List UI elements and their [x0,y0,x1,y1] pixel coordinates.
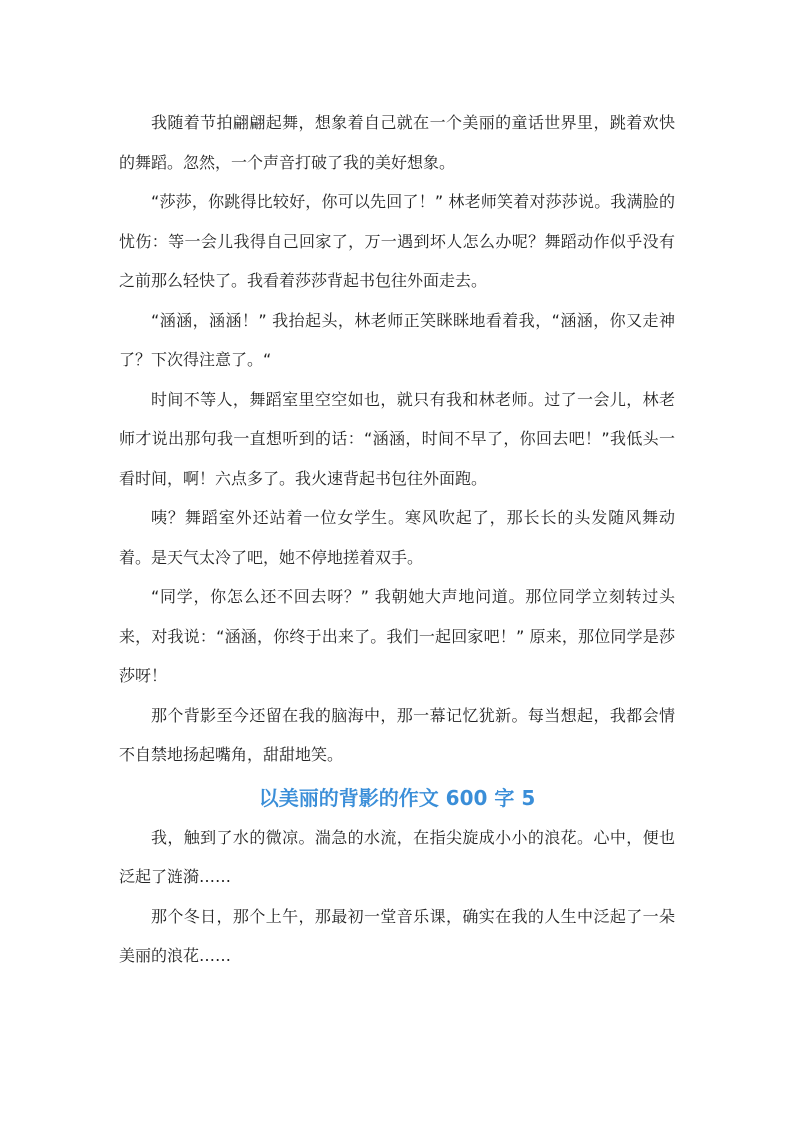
paragraph: “同学，你怎么还不回去呀？” 我朝她大声地问道。那位同学立刻转过头来，对我说：“涵涵，你终于出来了。我们一起回家吧！” 原来，那位同学是莎莎呀！ [119,587,675,685]
paragraph: 时间不等人，舞蹈室里空空如也，就只有我和林老师。过了一会儿，林老师才说出那句我一直想听到的话：“涵涵，时间不早了，你回去吧！”我低头一看时间，啊！六点多了。我火速背起书包往外面跑。 [119,389,675,488]
paragraph: 那个冬日，那个上午，那最初一堂音乐课，确实在我的人生中泛起了一朵美丽的浪花…… [119,906,675,965]
paragraph: 我，触到了水的微凉。湍急的水流，在指尖旋成小小的浪花。心中，便也泛起了涟漪…… [119,827,675,886]
paragraph: 那个背影至今还留在我的脑海中，那一幕记忆犹新。每当想起，我都会情不自禁地扬起嘴角，甜甜地笑。 [119,705,675,764]
paragraph: 咦？舞蹈室外还站着一位女学生。寒风吹起了，那长长的头发随风舞动着。是天气太冷了吧，她不停地搓着双手。 [119,508,675,567]
paragraph: “涵涵，涵涵！” 我抬起头，林老师正笑眯眯地看着我，“涵涵，你又走神了？下次得注意了。“ [119,310,675,369]
paragraph: “莎莎，你跳得比较好，你可以先回了！” 林老师笑着对莎莎说。我满脸的忧伤：等一会儿我得自己回家了，万一遇到坏人怎么办呢？舞蹈动作似乎没有之前那么轻快了。我看着莎莎背起书包往外面走去。 [119,192,675,290]
section-heading: 以美丽的背影的作文 600 字 5 [258,785,536,810]
document-body [119,103,675,976]
paragraph: 我随着节拍翩翩起舞，想象着自己就在一个美丽的童话世界里，跳着欢快的舞蹈。忽然，一个声音打破了我的美好想象。 [119,113,675,172]
